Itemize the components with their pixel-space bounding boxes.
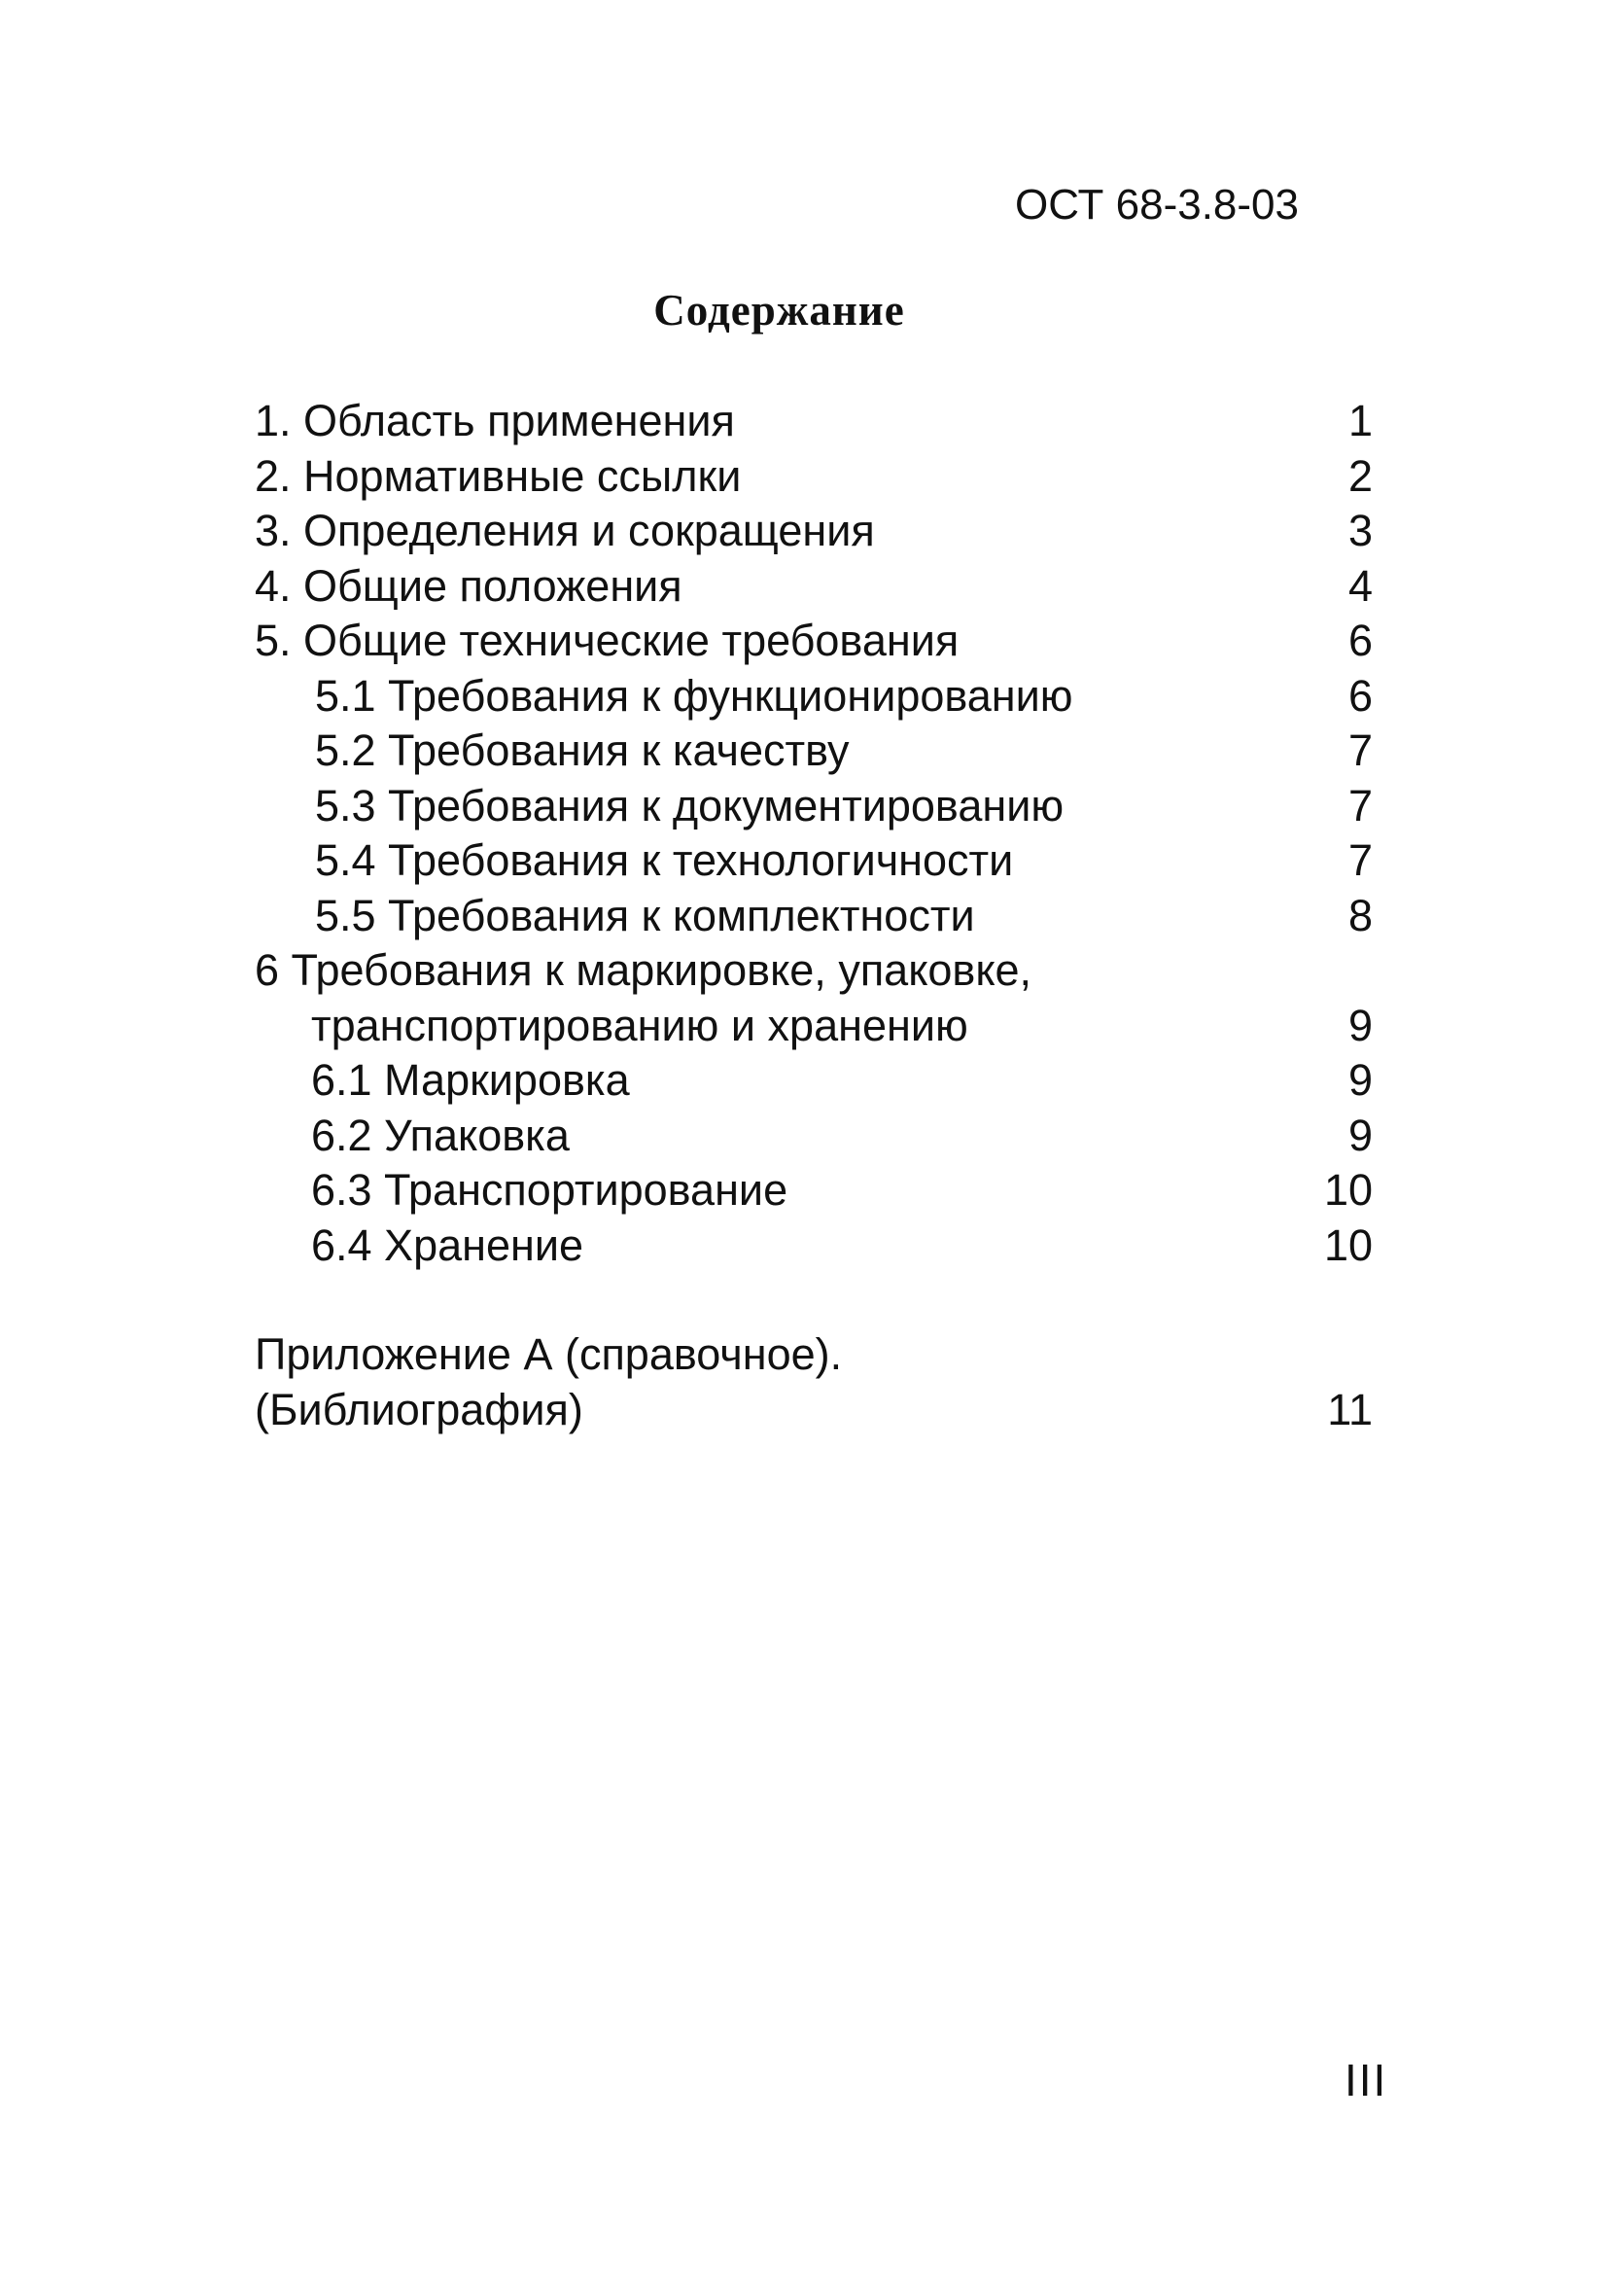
toc-entry — [255, 559, 1373, 615]
toc-entry-page: 4 — [1347, 560, 1373, 611]
toc-title: Содержание — [653, 286, 905, 335]
page-number: III — [1345, 2055, 1388, 2105]
toc-entry-label: (Библиография) — [255, 1384, 583, 1434]
toc-entry-page: 9 — [1347, 1055, 1373, 1105]
toc-entry-label: 6.3 Транспортирование — [311, 1165, 788, 1215]
toc-entry-page: 2 — [1347, 450, 1373, 501]
toc-subentry — [255, 889, 1373, 944]
toc-subentry — [255, 779, 1373, 834]
toc-entry-label: 5.3 Требования к документированию — [315, 780, 1065, 830]
toc-entry-page: 9 — [1347, 1110, 1373, 1160]
toc-entry — [255, 504, 1373, 559]
toc-subentry — [255, 724, 1373, 779]
toc-entry-page: 6 — [1347, 616, 1373, 665]
toc-entry-page: 10 — [1323, 1165, 1373, 1215]
toc-entry-page: 3 — [1347, 506, 1373, 555]
table-of-contents — [255, 394, 1373, 1437]
toc-entry-label: 5.5 Требования к комплектности — [315, 890, 975, 940]
toc-entry-page: 8 — [1347, 890, 1373, 940]
toc-entry — [255, 614, 1373, 669]
toc-entry-page: 7 — [1347, 835, 1373, 885]
toc-entry — [255, 394, 1373, 449]
toc-entry-label: 4. Общие положения — [255, 560, 682, 611]
toc-entry-label: транспортированию и хранению — [311, 1000, 968, 1050]
toc-entry-page: 7 — [1347, 780, 1373, 830]
toc-appendix-entry — [255, 1383, 1373, 1438]
toc-entry-label: 1. Область применения — [255, 396, 735, 445]
toc-entry-label: 3. Определения и сокращения — [255, 506, 875, 555]
toc-subentry — [255, 1163, 1373, 1219]
toc-entry-label: 5.4 Требования к технологичности — [315, 835, 1014, 885]
toc-entry-label: 2. Нормативные ссылки — [255, 450, 742, 501]
toc-entry — [255, 943, 1373, 999]
toc-subentry — [255, 669, 1373, 724]
toc-entry-page: 9 — [1347, 1000, 1373, 1050]
toc-entry-label: 6.2 Упаковка — [311, 1110, 570, 1160]
toc-entry-page: 7 — [1347, 725, 1373, 775]
toc-subentry — [255, 833, 1373, 889]
toc-subentry — [255, 1053, 1373, 1109]
toc-entry-label: 6 Требования к маркировке, упаковке, — [255, 945, 1032, 995]
toc-entry-continuation — [255, 999, 1373, 1054]
toc-entry — [255, 449, 1373, 505]
toc-entry-page: 1 — [1347, 396, 1373, 445]
toc-entry-label: 5.2 Требования к качеству — [315, 725, 850, 775]
toc-entry-page: 11 — [1327, 1384, 1373, 1434]
toc-appendix-entry — [255, 1327, 1373, 1383]
document-code: ОСТ 68-3.8-03 — [1015, 181, 1299, 229]
toc-entry-label: 5. Общие технические требования — [255, 616, 960, 665]
toc-entry-page: 6 — [1347, 670, 1373, 721]
toc-entry-label: 6.4 Хранение — [311, 1219, 584, 1270]
toc-entry-label: Приложение А (справочное). — [255, 1329, 843, 1379]
toc-entry-label: 6.1 Маркировка — [311, 1055, 630, 1105]
toc-entry-page: 10 — [1323, 1219, 1373, 1270]
toc-entry-label: 5.1 Требования к функционированию — [315, 670, 1073, 721]
toc-subentry — [255, 1109, 1373, 1164]
toc-subentry — [255, 1219, 1373, 1274]
